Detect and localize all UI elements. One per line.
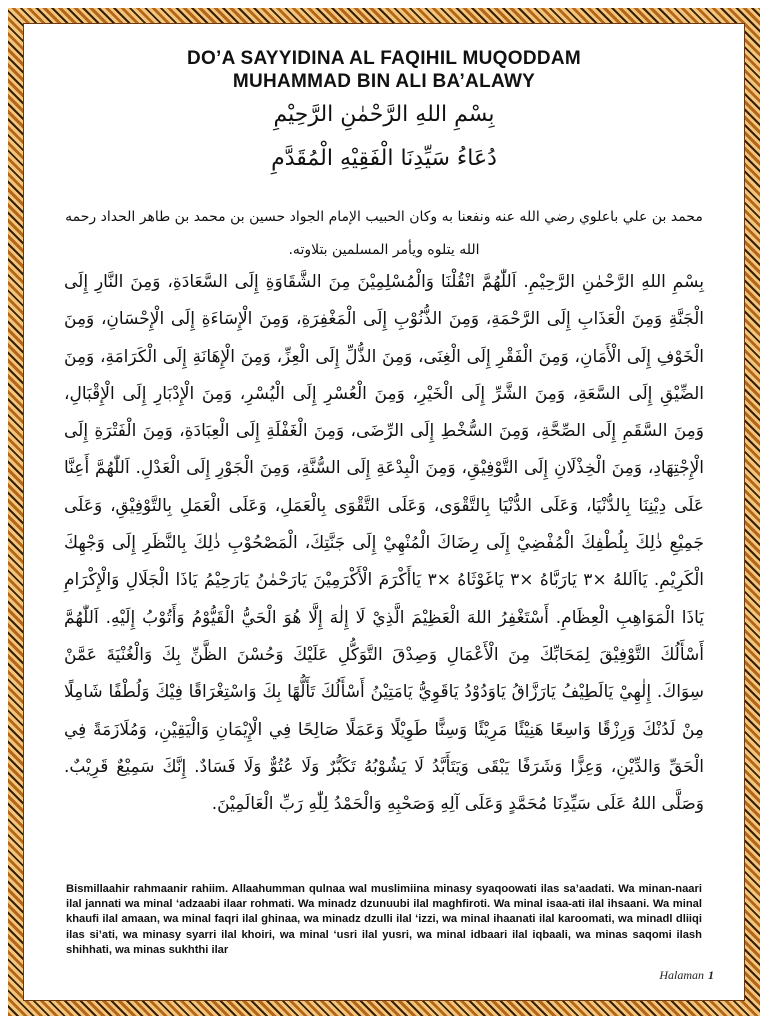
title-line-1: DO’A SAYYIDINA AL FAQIHIL MUQODDAM bbox=[186, 48, 582, 69]
latin-transliteration: Bismillaahir rahmaanir rahiim. Allaahumman qulnaa wal muslimiina minasy syaqoowati ilas sa’aadati. Wa minan-naari ilal jannati wa minal ‘adzaabi ilaar rohmati. Wa minadz dzunuubi ilal maghfiroti. Wa minal isaa-ati ilal ihsaani. Wa minal khaufi ilal amaan, wa minal faqri ilal ghinaa, wa minadz dzulli ilal ‘izzi, wa minal ihaanati ilal karoomati, wa minadl dliiqi ilas si’ati, wa minasy syarri ilal khoiri, wa minal ‘usri ilal yusri, wa minal idbaari ilal iqbaali, wa minas saqomi ilash shihhati, wa minas sukhthi ilar bbox=[66, 883, 702, 956]
title-line-2: MUHAMMAD BIN ALI BA’ALAWY bbox=[232, 71, 536, 92]
page-number-value: 1 bbox=[708, 968, 714, 982]
doa-arabic-title: دُعَاءُ سَيِّدِنَا الْفَقِيْهِ الْمُقَدَّمِ bbox=[271, 146, 497, 171]
page-label: Halaman bbox=[659, 968, 704, 982]
doa-arabic-text: بِسْمِ اللهِ الرَّحْمٰنِ الرَّحِيْمِ. اَللّٰهُمَّ انْقُلْنَا وَالْمُسْلِمِيْنَ مِنَ الشَّقَاوَةِ إِلَى السَّعَادَةِ، وَمِنَ النَّارِ إِلَى الْجَنَّةِ وَمِنَ الْعَذَابِ إِلَى الرَّحْمَةِ، وَمِنَ الذُّنُوْبِ إِلَى الْمَغْفِرَةِ، وَمِنَ الْإِسَاءَةِ إِلَى الْإِحْسَانِ، وَمِنَ الْخَوْفِ إِلَى الْأَمَانِ، وَمِنَ الْفَقْرِ إِلَى الْغِنَى، وَمِنَ الذُّلِّ إِلَى الْعِزِّ، وَمِنَ الْإِهَانَةِ إِلَى الْكَرَامَةِ، وَمِنَ الضِّيْقِ إِلَى السَّعَةِ، وَمِنَ الشَّرِّ إِلَى الْخَيْرِ، وَمِنَ الْعُسْرِ إِلَى الْيُسْرِ، وَمِنَ الْإِدْبَارِ إِلَى الْإِقْبَالِ، وَمِنَ السَّقَمِ إِلَى الصِّحَّةِ، وَمِنَ السُّخْطِ إِلَى الرِّضَى، وَمِنَ الْغَفْلَةِ إِلَى الْعِبَادَةِ، وَمِنَ الْفَتْرَةِ إِلَى الْإِجْتِهَادِ، وَمِنَ الْخِذْلَانِ إِلَى التَّوْفِيْقِ، وَمِنَ الْبِدْعَةِ إِلَى السُّنَّةِ، وَمِنَ الْجَوْرِ إِلَى الْعَدْلِ. اَللّٰهُمَّ أَعِنَّا عَلَى دِيْنِنَا بِالدُّنْيَا، وَعَلَى الدُّنْيَا بِالتَّقْوَى، وَعَلَى التَّقْوَى بِالْعَمَلِ، وَعَلَى الْعَمَلِ بِالتَّوْفِيْقِ، وَعَلَى جَمِيْعِ ذٰلِكَ بِلُطْفِكَ الْمُفْضِيْ إِلَى رِضَاكَ الْمُنْهِيْ إِلَى جَنَّتِكَ، الْمَصْحُوْبِ ذٰلِكَ بِالنَّظَرِ إِلَى وَجْهِكَ الْكَرِيْمِ. يَااَللهُ ×٣ يَارَبَّاهُ ×٣ يَاغَوْثَاهُ ×٣ يَاأَكْرَمَ الْأَكْرَمِيْنَ يَارَحْمٰنُ يَارَحِيْمُ يَاذَا الْجَلَالِ وَالْإِكْرَامِ يَاذَا الْمَوَاهِبِ الْعِظَامِ. أَسْتَغْفِرُ اللهَ الْعَظِيْمَ الَّذِيْ لَا إِلٰهَ إِلَّا هُوَ الْحَيُّ الْقَيُّوْمُ وَأَتُوْبُ إِلَيْهِ. اَللّٰهُمَّ أَسْأَلُكَ التَّوْفِيْقَ لِمَحَابِّكَ مِنَ الْأَعْمَالِ وَصِدْقَ التَّوَكُّلِ عَلَيْكَ وَحُسْنَ الظَّنِّ بِكَ وَالْغُنْيَةَ عَمَّنْ سِوَاكَ. إِلٰهِيْ يَالَطِيْفُ يَارَزَّاقُ يَاوَدُوْدُ يَاقَوِيُّ يَامَتِيْنُ أَسْأَلُكَ تَأَلُّهًا بِكَ وَاسْتِغْرَاقًا فِيْكَ وَلُطْفًا شَامِلًا مِنْ لَدُنْكَ وَرِزْقًا وَاسِعًا هَنِيْئًا مَرِيْئًا وَسِنًّا طَوِيْلًا وَعَمَلًا صَالِحًا فِي الْإِيْمَانِ وَالْيَقِيْنِ، وَمُلَازَمَةً فِي الْحَقِّ وَالدِّيْنِ، وَعِزًّا وَشَرَفًا يَبْقَى وَيَتَأَبَّدُ لَا يَشُوْبُهُ تَكَبُّرٌ وَلَا عُتُوٌّ وَلَا فَسَادٌ. إِنَّكَ سَمِيْعٌ قَرِيْبٌ. وَصَلَّى اللهُ عَلَى سَيِّدِنَا مُحَمَّدٍ وَعَلَى آلِهِ وَصَحْبِهِ وَالْحَمْدُ لِلّٰهِ رَبِّ الْعَالَمِيْنَ. bbox=[64, 272, 704, 815]
page-number bbox=[659, 968, 714, 983]
basmalah-heading: بِسْمِ اللهِ الرَّحْمٰنِ الرَّحِيْمِ bbox=[273, 102, 495, 127]
arabic-introduction: محمد بن علي باعلوي رضي الله عنه ونفعنا به وكان الحبيب الإمام الجواد حسين بن محمد بن طاهر الحداد رحمه الله يتلوه ويأمر المسلمين بتلاوته. bbox=[65, 209, 703, 258]
